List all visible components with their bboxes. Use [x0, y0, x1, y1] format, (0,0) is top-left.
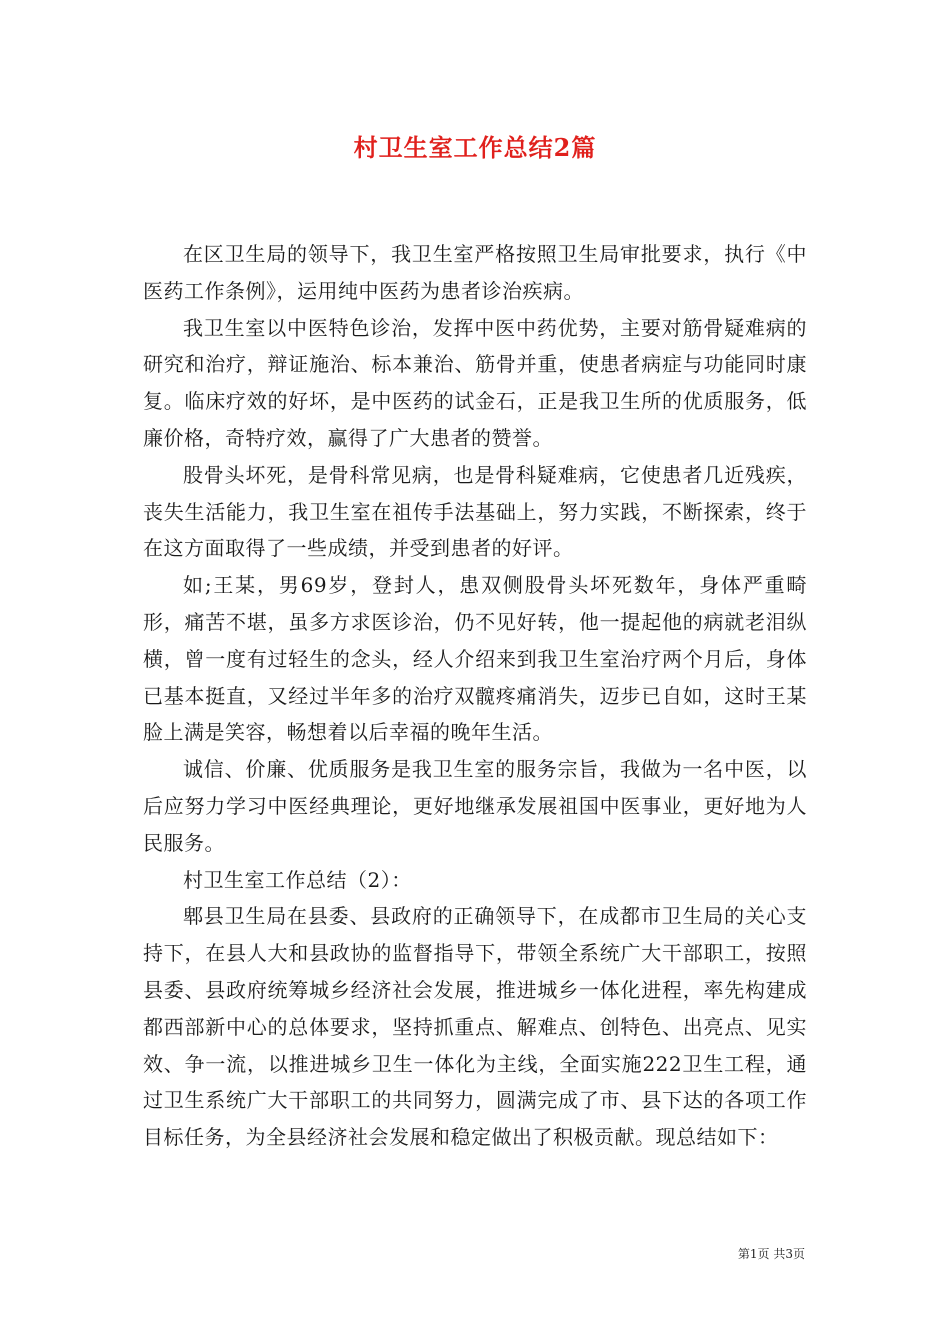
section-heading-2: 村卫生室工作总结（2）： [183, 867, 412, 892]
paragraph-1: 在区卫生局的领导下，我卫生室严格按照卫生局审批要求，执行《中医药工作条例》，运用纯中医药为患者诊治疾病。 [143, 242, 807, 303]
page-number-footer: 第1页 共3页 [737, 1247, 805, 1261]
paragraph-4: 如;王某，男69岁，登封人，患双侧股骨头坏死数年，身体严重畸形，痛苦不堪，虽多方求医诊治，仍不见好转，他一提起他的病就老泪纵横，曾一度有过轻生的念头，经人介绍来到我卫生室治疗两个月后，身体已基本挺直，又经过半年多的治疗双髋疼痛消失，迈步已自如，这时王某脸上满是笑容，畅想着以后幸福的晚年生活。 [143, 573, 807, 745]
document-title: 村卫生室工作总结2篇 [353, 133, 597, 162]
document-body [143, 236, 807, 1156]
paragraph-7: 郫县卫生局在县委、县政府的正确领导下，在成都市卫生局的关心支持下，在县人大和县政协的监督指导下，带领全系统广大干部职工，按照县委、县政府统筹城乡经济社会发展，推进城乡一体化进程，率先构建成都西部新中心的总体要求，坚持抓重点、解难点、创特色、出亮点、见实效、争一流，以推进城乡卫生一体化为主线，全面实施222卫生工程，通过卫生系统广大干部职工的共同努力，圆满完成了市、县下达的各项工作目标任务，为全县经济社会发展和稳定做出了积极贡献。现总结如下： [143, 904, 807, 1150]
paragraph-2: 我卫生室以中医特色诊治，发挥中医中药优势，主要对筋骨疑难病的研究和治疗，辩证施治、标本兼治、筋骨并重，使患者病症与功能同时康复。临床疗效的好坏，是中医药的试金石，正是我卫生所的优质服务，低廉价格，奇特疗效，赢得了广大患者的赞誉。 [143, 315, 807, 450]
paragraph-5: 诚信、价廉、优质服务是我卫生室的服务宗旨，我做为一名中医，以后应努力学习中医经典理论，更好地继承发展祖国中医事业，更好地为人民服务。 [143, 757, 807, 855]
paragraph-3: 股骨头坏死，是骨科常见病，也是骨科疑难病，它使患者几近残疾，丧失生活能力，我卫生室在祖传手法基础上，努力实践，不断探索，终于在这方面取得了一些成绩，并受到患者的好评。 [143, 462, 807, 561]
